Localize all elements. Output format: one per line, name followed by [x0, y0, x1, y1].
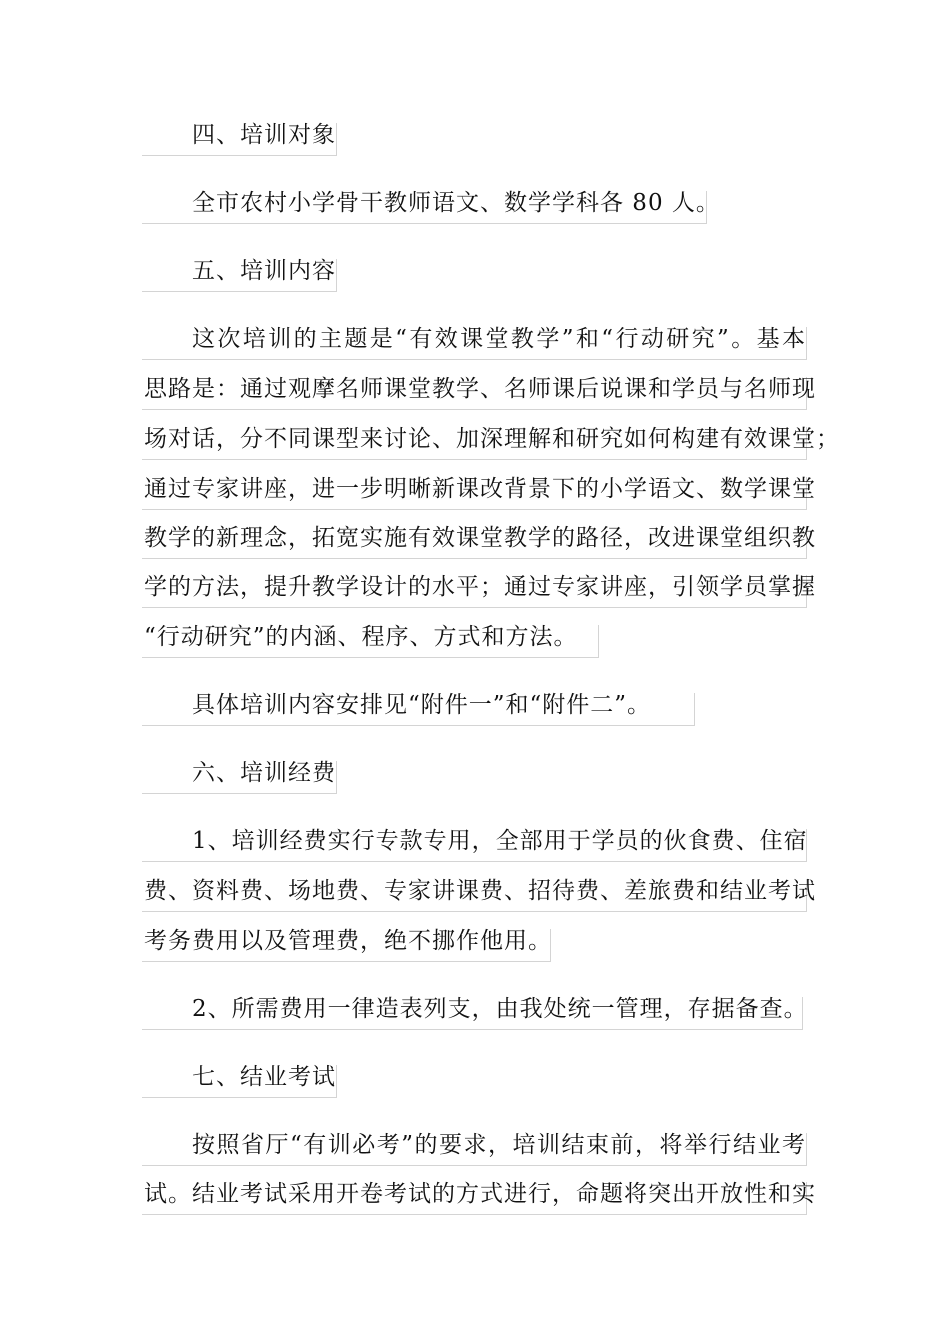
paragraph-line: 2、所需费用一律造表列支，由我处统一管理，存据备查。	[192, 996, 808, 1022]
paragraph-line: “行动研究”的内涵、程序、方式和方法。	[144, 624, 578, 650]
paragraph-line: 具体培训内容安排见“附件一”和“附件二”。	[192, 692, 652, 718]
paragraph-line: 1、培训经费实行专款专用，全部用于学员的伙食费、住宿	[192, 828, 808, 854]
section-heading: 六、培训经费	[192, 760, 336, 786]
paragraph-line: 思路是：通过观摩名师课堂教学、名师课后说课和学员与名师现	[144, 376, 816, 402]
paragraph-line: 费、资料费、场地费、专家讲课费、招待费、差旅费和结业考试	[144, 878, 816, 904]
paragraph-line: 考务费用以及管理费，绝不挪作他用。	[144, 928, 552, 954]
section-heading: 四、培训对象	[192, 122, 336, 148]
paragraph-line: 这次培训的主题是“有效课堂教学”和“行动研究”。基本	[192, 326, 806, 352]
section-heading: 五、培训内容	[192, 258, 336, 284]
paragraph-line: 按照省厅“有训必考”的要求，培训结束前，将举行结业考	[192, 1132, 806, 1158]
paragraph-line: 教学的新理念，拓宽实施有效课堂教学的路径，改进课堂组织教	[144, 525, 816, 551]
section-heading: 七、结业考试	[192, 1064, 336, 1090]
paragraph-line: 全市农村小学骨干教师语文、数学学科各 80 人。	[192, 190, 720, 216]
paragraph-line: 试。结业考试采用开卷考试的方式进行，命题将突出开放性和实	[144, 1181, 816, 1207]
paragraph-line: 通过专家讲座，进一步明晰新课改背景下的小学语文、数学课堂	[144, 476, 816, 502]
paragraph-line: 学的方法，提升教学设计的水平；通过专家讲座，引领学员掌握	[144, 574, 816, 600]
paragraph-line: 场对话，分不同课型来讨论、加深理解和研究如何构建有效课堂；	[144, 426, 840, 452]
